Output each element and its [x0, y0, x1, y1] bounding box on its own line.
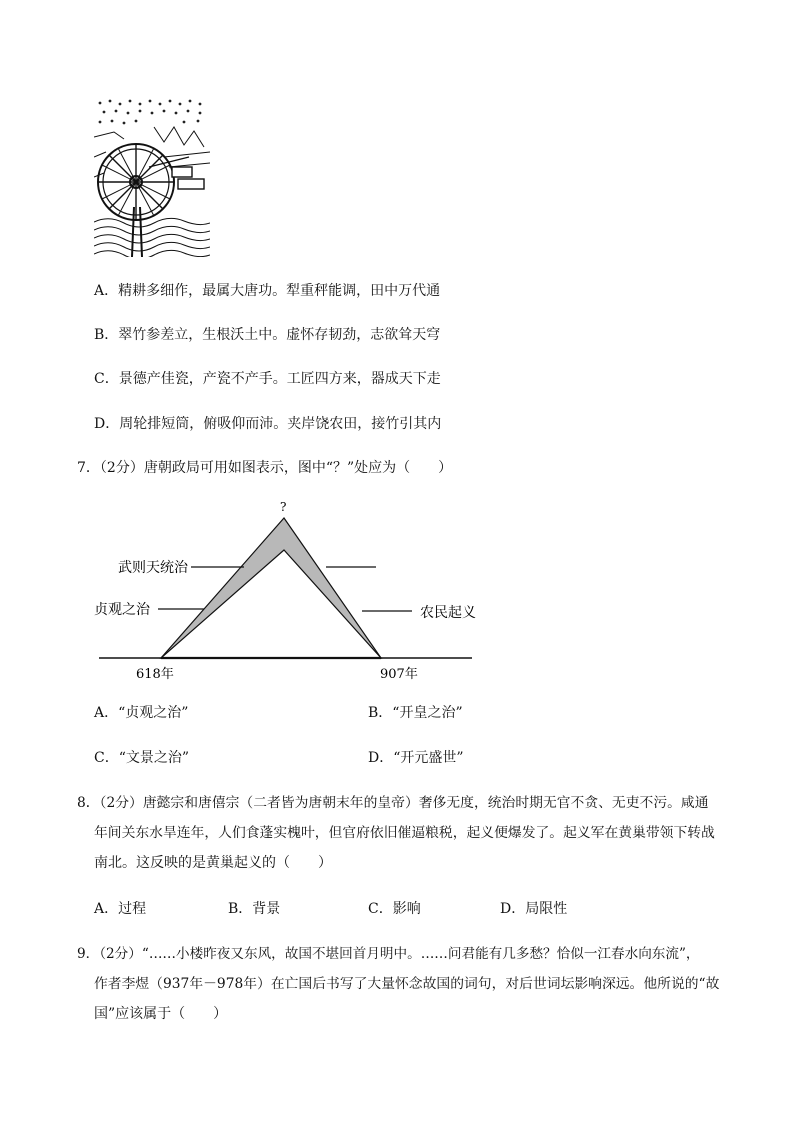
label-year-618: 618年: [136, 667, 174, 682]
q9-stem-line-3: 国”应该属于（ ）: [94, 1006, 228, 1022]
q9-stem-line-1: 9．（2分）“……小楼昨夜又东风，故国不堪回首月明中。……问君能有几多愁？恰似一江春水向东流”，: [77, 946, 700, 962]
q7-option-d: D．“开元盛世”: [368, 750, 464, 766]
q6-option-d: D．周轮排短筒，俯吸仰而沛。夹岸饶农田，接竹引其内: [94, 416, 442, 432]
peak-label: ?: [280, 500, 287, 514]
q7-stem: 7．（2分）唐朝政局可用如图表示，图中“？”处应为（ ）: [77, 460, 453, 476]
q6-option-a: A．精耕多细作，最属大唐功。犁重秤能调，田中万代通: [94, 283, 441, 299]
q9-stem-line-2: 作者李煜（937年－978年）在亡国后书写了大量怀念故国的词句，对后世词坛影响深远。他所说的“故: [94, 976, 720, 992]
q8-stem-line-3: 南北。这反映的是黄巢起义的（ ）: [94, 855, 332, 871]
q7-option-a: A．“贞观之治”: [94, 705, 189, 721]
q8-stem-line-1: 8．（2分）唐懿宗和唐僖宗（二者皆为唐朝末年的皇帝）奢侈无度，统治时期无官不贪、无吏不污。咸通: [77, 795, 709, 811]
water-wheel-illustration: [94, 97, 210, 257]
label-wu-zetian: 武则天统治: [118, 560, 188, 576]
q8-option-b: B．背景: [228, 901, 281, 917]
tang-politics-diagram: [94, 495, 494, 685]
label-peasant-uprising: 农民起义: [420, 605, 476, 621]
q7-option-c: C．“文景之治”: [94, 750, 190, 766]
q8-option-c: C．影响: [368, 901, 421, 917]
q6-option-c: C．景德产佳瓷，产瓷不产手。工匠四方来，器成天下走: [94, 371, 441, 387]
label-zhenguan: 贞观之治: [94, 602, 150, 618]
q8-option-a: A．过程: [94, 901, 147, 917]
inner-peak: [161, 550, 381, 658]
q8-stem-line-2: 年间关东水旱连年，人们食蓬实槐叶，但官府依旧催逼粮税，起义便爆发了。起义军在黄巢带领下转战: [94, 825, 715, 841]
q6-option-b: B．翠竹参差立，生根沃土中。虚怀存韧劲，志欲耸天穹: [94, 327, 441, 343]
label-year-907: 907年: [380, 667, 418, 682]
q7-option-b: B．“开皇之治”: [368, 705, 463, 721]
water-wheel-drawing: [94, 97, 210, 257]
q8-option-d: D．局限性: [500, 901, 568, 917]
